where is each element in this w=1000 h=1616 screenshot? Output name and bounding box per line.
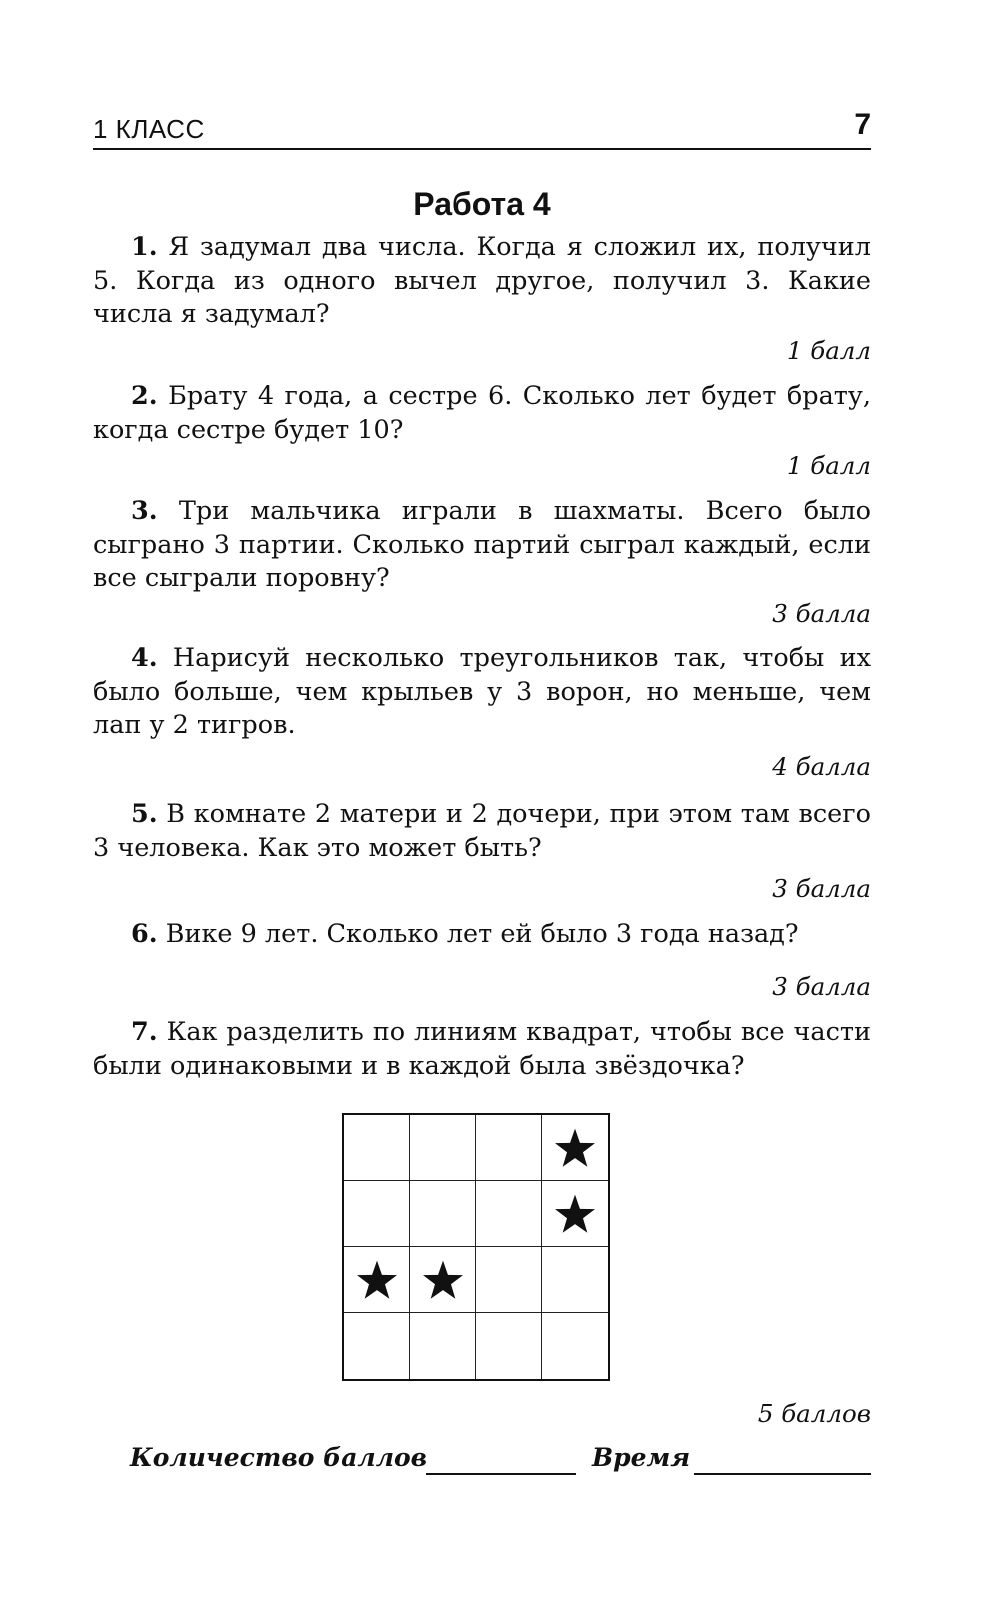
task-number: 3. — [131, 496, 158, 526]
task-6-score: 3 балла — [772, 972, 871, 1001]
task-6 — [93, 918, 871, 952]
grid-cell — [476, 1115, 542, 1181]
task-text: Брату 4 года, а сестре 6. Сколько лет будет брату, когда сестре будет 10? — [93, 381, 872, 445]
task-number: 4. — [131, 643, 158, 673]
grade-label: 1 КЛАСС — [93, 114, 205, 144]
task-1 — [93, 231, 871, 332]
star-icon — [554, 1127, 596, 1169]
task-text: Как разделить по линиям квадрат, чтобы все части были одинаковыми и в каждой была звёздочка? — [93, 1017, 872, 1081]
grid-cell — [410, 1313, 476, 1379]
task-number: 5. — [131, 799, 158, 829]
task-text: Вике 9 лет. Сколько лет ей было 3 года назад? — [165, 919, 799, 949]
task-text: В комнате 2 матери и 2 дочери, при этом там всего 3 человека. Как это может быть? — [93, 799, 871, 863]
task-2-score: 1 балл — [786, 451, 871, 480]
grid-cell — [476, 1181, 542, 1247]
time-blank-line[interactable] — [694, 1473, 871, 1475]
task-2 — [93, 380, 871, 447]
page-header — [93, 108, 871, 150]
page-number: 7 — [854, 108, 871, 141]
points-blank-line[interactable] — [426, 1473, 576, 1475]
grid-cell — [344, 1313, 410, 1379]
page-title: Работа 4 — [413, 186, 551, 222]
star-grid — [342, 1113, 610, 1381]
grid-cell — [542, 1247, 608, 1313]
task-text: Нарисуй несколько треугольников так, чтобы их было больше, чем крыльев у 3 ворон, но меньше, чем лап у 2 тигров. — [93, 643, 871, 740]
task-number: 6. — [131, 919, 158, 949]
task-4 — [93, 642, 871, 743]
task-1-score: 1 балл — [786, 336, 871, 365]
grid-cell — [410, 1181, 476, 1247]
task-3 — [93, 495, 871, 596]
time-label: Время — [592, 1443, 691, 1472]
grid-cell — [410, 1247, 476, 1313]
grid-cell — [476, 1247, 542, 1313]
grid-cell — [344, 1115, 410, 1181]
star-icon — [422, 1259, 464, 1301]
grid-cell — [542, 1115, 608, 1181]
grid-cell — [344, 1247, 410, 1313]
star-icon — [554, 1193, 596, 1235]
grid-cell — [476, 1313, 542, 1379]
task-text: Я задумал два числа. Когда я сложил их, получил 5. Когда из одного вычел другое, получил 3. Какие числа я задумал? — [93, 232, 871, 329]
task-5-score: 3 балла — [772, 874, 871, 903]
task-text: Три мальчика играли в шахматы. Всего было сыграно 3 партии. Сколько партий сыграл каждый, если все сыграли поровну? — [93, 496, 871, 593]
grid-cell — [542, 1313, 608, 1379]
points-label: Количество баллов — [130, 1443, 428, 1472]
star-icon — [356, 1259, 398, 1301]
task-3-score: 3 балла — [772, 599, 871, 628]
task-7-score: 5 баллов — [757, 1399, 871, 1428]
task-5 — [93, 798, 871, 865]
task-number: 7. — [131, 1017, 158, 1047]
grid-cell — [542, 1181, 608, 1247]
grid-cell — [344, 1181, 410, 1247]
task-number: 2. — [131, 381, 158, 411]
grid-cell — [410, 1115, 476, 1181]
footer — [130, 1443, 871, 1483]
task-4-score: 4 балла — [772, 752, 871, 781]
task-number: 1. — [131, 232, 158, 262]
task-7 — [93, 1016, 871, 1083]
